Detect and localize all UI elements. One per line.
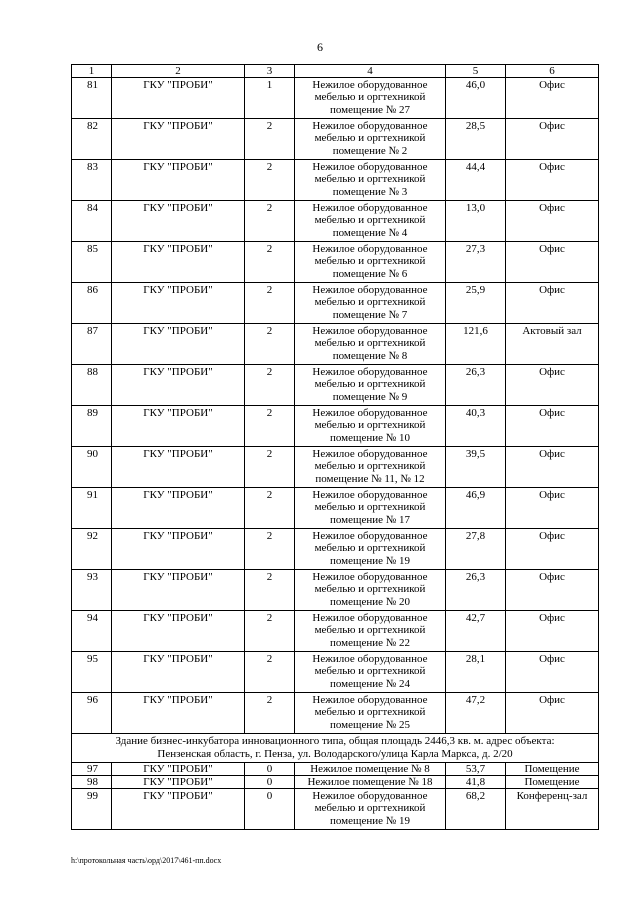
description-line-2: мебелью и оргтехникой: [314, 173, 426, 186]
organization-name: ГКУ "ПРОБИ": [112, 652, 245, 693]
row-number: 88: [72, 365, 112, 406]
premises-description: [295, 763, 446, 776]
description-line-3: помещение № 10: [329, 431, 411, 444]
description-line-3: помещение № 25: [329, 718, 411, 731]
usage-purpose: Офис: [506, 119, 599, 160]
premises-description: [295, 119, 446, 160]
premises-table-body: [72, 65, 599, 830]
description-line-1: Нежилое оборудованное: [312, 790, 428, 802]
area-sqm: 44,4: [446, 160, 506, 201]
premises-description: [295, 201, 446, 242]
description-line-3: помещение № 6: [332, 267, 408, 280]
building-description: [72, 734, 599, 763]
description-line-3: помещение № 24: [329, 677, 411, 690]
description-line-2: мебелью и оргтехникой: [314, 460, 426, 473]
area-sqm: 46,0: [446, 78, 506, 119]
premises-description: [295, 406, 446, 447]
description-line-2: мебелью и оргтехникой: [314, 665, 426, 678]
floor-number: 0: [245, 763, 295, 776]
floor-number: 2: [245, 119, 295, 160]
floor-number: 2: [245, 488, 295, 529]
premises-description: [295, 693, 446, 734]
row-number: 97: [72, 763, 112, 776]
description-line-3: помещение № 19: [329, 814, 411, 827]
description-line-1: Нежилое оборудованное: [312, 407, 428, 419]
organization-name: ГКУ "ПРОБИ": [112, 789, 245, 830]
usage-purpose: Офис: [506, 693, 599, 734]
organization-name: ГКУ "ПРОБИ": [112, 242, 245, 283]
row-number: 96: [72, 693, 112, 734]
premises-description: [295, 283, 446, 324]
description-line-1: Нежилое оборудованное: [312, 202, 428, 214]
description-line-1: Нежилое оборудованное: [312, 120, 428, 132]
premises-description: [295, 789, 446, 830]
usage-purpose: Офис: [506, 570, 599, 611]
organization-name: ГКУ "ПРОБИ": [112, 406, 245, 447]
floor-number: 2: [245, 365, 295, 406]
col-header-6: 6: [506, 65, 599, 78]
usage-purpose: Конференц-зал: [506, 789, 599, 830]
usage-purpose: Офис: [506, 242, 599, 283]
table-row: [72, 776, 599, 789]
description-line-1: Нежилое оборудованное: [312, 653, 428, 665]
organization-name: ГКУ "ПРОБИ": [112, 201, 245, 242]
premises-description: [295, 529, 446, 570]
premises-description: [295, 488, 446, 529]
description-line-2: мебелью и оргтехникой: [314, 501, 426, 514]
usage-purpose: Офис: [506, 160, 599, 201]
table-row: [72, 406, 599, 447]
area-sqm: 46,9: [446, 488, 506, 529]
description-line-1: Нежилое оборудованное: [312, 284, 428, 296]
area-sqm: 39,5: [446, 447, 506, 488]
premises-description: [295, 242, 446, 283]
description-line-1: Нежилое оборудованное: [312, 612, 428, 624]
table-row: [72, 201, 599, 242]
floor-number: 2: [245, 570, 295, 611]
description-line-3: помещение № 11, № 12: [315, 472, 425, 485]
floor-number: 2: [245, 160, 295, 201]
table-row: [72, 693, 599, 734]
col-header-3: 3: [245, 65, 295, 78]
area-sqm: 47,2: [446, 693, 506, 734]
area-sqm: 27,8: [446, 529, 506, 570]
description-line-2: мебелью и оргтехникой: [314, 419, 426, 432]
premises-description: [295, 365, 446, 406]
premises-description: [295, 447, 446, 488]
description-line-3: помещение № 4: [332, 226, 408, 239]
row-number: 95: [72, 652, 112, 693]
description-line-2: мебелью и оргтехникой: [314, 542, 426, 555]
premises-description: [295, 611, 446, 652]
row-number: 93: [72, 570, 112, 611]
floor-number: 2: [245, 693, 295, 734]
organization-name: ГКУ "ПРОБИ": [112, 570, 245, 611]
floor-number: 1: [245, 78, 295, 119]
floor-number: 0: [245, 789, 295, 830]
organization-name: ГКУ "ПРОБИ": [112, 119, 245, 160]
area-sqm: 26,3: [446, 570, 506, 611]
table-row: [72, 763, 599, 776]
table-row: [72, 242, 599, 283]
description-line-3: помещение № 22: [329, 636, 411, 649]
usage-purpose: Помещение: [506, 763, 599, 776]
description-line-2: мебелью и оргтехникой: [314, 91, 426, 104]
row-number: 87: [72, 324, 112, 365]
table-row: [72, 570, 599, 611]
description-line-2: мебелью и оргтехникой: [314, 624, 426, 637]
premises-description: [295, 78, 446, 119]
description-line-1: Нежилое оборудованное: [312, 489, 428, 501]
usage-purpose: Офис: [506, 529, 599, 570]
table-row: [72, 611, 599, 652]
organization-name: ГКУ "ПРОБИ": [112, 488, 245, 529]
table-row: [72, 789, 599, 830]
table-row: [72, 447, 599, 488]
row-number: 82: [72, 119, 112, 160]
organization-name: ГКУ "ПРОБИ": [112, 763, 245, 776]
row-number: 85: [72, 242, 112, 283]
area-sqm: 68,2: [446, 789, 506, 830]
floor-number: 2: [245, 283, 295, 324]
row-number: 98: [72, 776, 112, 789]
table-row: [72, 324, 599, 365]
description-line-3: помещение № 17: [329, 513, 411, 526]
floor-number: 2: [245, 652, 295, 693]
description-line-1: Нежилое оборудованное: [312, 694, 428, 706]
table-row: [72, 488, 599, 529]
description-line-3: помещение № 19: [329, 554, 411, 567]
col-header-1: 1: [72, 65, 112, 78]
page-number: 6: [317, 40, 323, 54]
description-line-2: мебелью и оргтехникой: [314, 132, 426, 145]
premises-table: [71, 64, 599, 830]
area-sqm: 26,3: [446, 365, 506, 406]
table-row: [72, 119, 599, 160]
floor-number: 2: [245, 324, 295, 365]
organization-name: ГКУ "ПРОБИ": [112, 447, 245, 488]
building-line-1: Здание бизнес-инкубатора инновационного типа, общая площадь 2446,3 кв. м. адрес объекта:: [115, 735, 555, 747]
organization-name: ГКУ "ПРОБИ": [112, 693, 245, 734]
description-line-3: помещение № 27: [329, 103, 411, 116]
usage-purpose: Офис: [506, 283, 599, 324]
usage-purpose: Офис: [506, 78, 599, 119]
usage-purpose: Офис: [506, 201, 599, 242]
table-row: [72, 78, 599, 119]
description-line-1: Нежилое оборудованное: [312, 448, 428, 460]
row-number: 84: [72, 201, 112, 242]
floor-number: 0: [245, 776, 295, 789]
area-sqm: 41,8: [446, 776, 506, 789]
usage-purpose: Офис: [506, 406, 599, 447]
floor-number: 2: [245, 611, 295, 652]
column-number-row: [72, 65, 599, 78]
description-line-1: Нежилое оборудованное: [312, 243, 428, 255]
description-line-1: Нежилое оборудованное: [312, 530, 428, 542]
row-number: 83: [72, 160, 112, 201]
premises-description: [295, 570, 446, 611]
row-number: 86: [72, 283, 112, 324]
premises-description: [295, 324, 446, 365]
description-line-3: помещение № 2: [332, 144, 408, 157]
building-section-row: [72, 734, 599, 763]
description-line-2: мебелью и оргтехникой: [314, 378, 426, 391]
floor-number: 2: [245, 201, 295, 242]
row-number: 81: [72, 78, 112, 119]
organization-name: ГКУ "ПРОБИ": [112, 283, 245, 324]
usage-purpose: Актовый зал: [506, 324, 599, 365]
description-line-1: Нежилое оборудованное: [312, 79, 428, 91]
usage-purpose: Офис: [506, 365, 599, 406]
organization-name: ГКУ "ПРОБИ": [112, 611, 245, 652]
description-line-2: мебелью и оргтехникой: [314, 255, 426, 268]
description-line-2: мебелью и оргтехникой: [314, 296, 426, 309]
row-number: 94: [72, 611, 112, 652]
usage-purpose: Офис: [506, 447, 599, 488]
organization-name: ГКУ "ПРОБИ": [112, 324, 245, 365]
col-header-5: 5: [446, 65, 506, 78]
table-row: [72, 529, 599, 570]
organization-name: ГКУ "ПРОБИ": [112, 160, 245, 201]
col-header-4: 4: [295, 65, 446, 78]
area-sqm: 28,5: [446, 119, 506, 160]
area-sqm: 42,7: [446, 611, 506, 652]
floor-number: 2: [245, 242, 295, 283]
row-number: 90: [72, 447, 112, 488]
usage-purpose: Офис: [506, 488, 599, 529]
organization-name: ГКУ "ПРОБИ": [112, 529, 245, 570]
row-number: 91: [72, 488, 112, 529]
col-header-2: 2: [112, 65, 245, 78]
area-sqm: 121,6: [446, 324, 506, 365]
description-line-2: мебелью и оргтехникой: [314, 802, 426, 815]
document-file-path: h:\протокольная часть\орд\2017\461-пп.docx: [71, 856, 222, 865]
table-row: [72, 283, 599, 324]
usage-purpose: Офис: [506, 652, 599, 693]
table-row: [72, 365, 599, 406]
organization-name: ГКУ "ПРОБИ": [112, 78, 245, 119]
premises-description: [295, 652, 446, 693]
floor-number: 2: [245, 447, 295, 488]
premises-description: [295, 776, 446, 789]
area-sqm: 25,9: [446, 283, 506, 324]
organization-name: ГКУ "ПРОБИ": [112, 365, 245, 406]
floor-number: 2: [245, 406, 295, 447]
row-number: 92: [72, 529, 112, 570]
usage-purpose: Помещение: [506, 776, 599, 789]
description-line-1: Нежилое оборудованное: [312, 161, 428, 173]
premises-description: [295, 160, 446, 201]
description-line-1: Нежилое помещение № 8: [310, 763, 430, 775]
description-line-3: помещение № 7: [332, 308, 408, 321]
area-sqm: 53,7: [446, 763, 506, 776]
usage-purpose: Офис: [506, 611, 599, 652]
description-line-2: мебелью и оргтехникой: [314, 337, 426, 350]
description-line-1: Нежилое оборудованное: [312, 325, 428, 337]
area-sqm: 40,3: [446, 406, 506, 447]
description-line-1: Нежилое помещение № 18: [307, 776, 433, 788]
area-sqm: 28,1: [446, 652, 506, 693]
row-number: 99: [72, 789, 112, 830]
area-sqm: 27,3: [446, 242, 506, 283]
description-line-3: помещение № 3: [332, 185, 408, 198]
building-line-2: Пензенская область, г. Пенза, ул. Володарского/улица Карла Маркса, д. 2/20: [157, 748, 513, 760]
floor-number: 2: [245, 529, 295, 570]
description-line-2: мебелью и оргтехникой: [314, 214, 426, 227]
table-row: [72, 652, 599, 693]
table-row: [72, 160, 599, 201]
description-line-3: помещение № 9: [332, 390, 408, 403]
description-line-3: помещение № 8: [332, 349, 408, 362]
description-line-2: мебелью и оргтехникой: [314, 583, 426, 596]
description-line-2: мебелью и оргтехникой: [314, 706, 426, 719]
description-line-1: Нежилое оборудованное: [312, 571, 428, 583]
row-number: 89: [72, 406, 112, 447]
area-sqm: 13,0: [446, 201, 506, 242]
description-line-3: помещение № 20: [329, 595, 411, 608]
description-line-1: Нежилое оборудованное: [312, 366, 428, 378]
organization-name: ГКУ "ПРОБИ": [112, 776, 245, 789]
